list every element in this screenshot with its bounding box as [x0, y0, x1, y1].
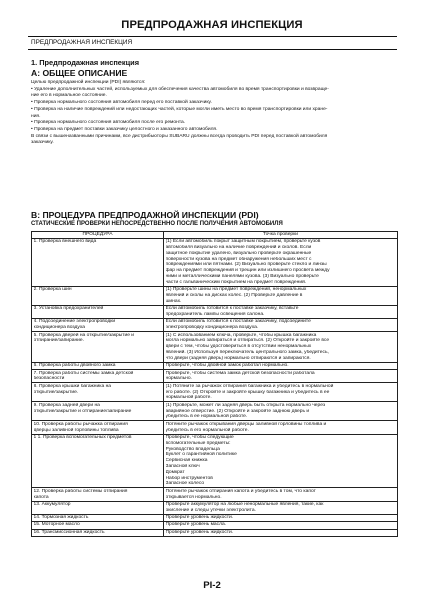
checkpoint-text: (1) Проверьте шины на предмет повреждений, ненормальных [165, 287, 307, 293]
procedure-cell [32, 319, 164, 332]
intro-line: • Проверка нормального состояния автомобиля после его ремонта. [31, 120, 186, 126]
checkpoint-text: Если автомобиль готовится к поставке заказчику, подсоедините [165, 319, 311, 325]
intro-line: • Проверка на наличие повреждений или недостающих частей, которые могли иметь место во время транспортировки или хране- [31, 106, 328, 112]
procedure-text: капота [33, 494, 49, 500]
checkpoint-text: Если автомобиль готовится к поставке заказчику, вставьте [165, 306, 299, 312]
checkpoint-text: повреждениями или пятнами. (2) Визуально проверьте стекло и линзы [165, 262, 327, 268]
checkpoint-text: Проверьте уровень жидкости. [165, 515, 234, 521]
checkpoint-text: убедитесь в его нормальной работе. [165, 427, 249, 433]
procedure-cell [32, 332, 164, 363]
checkpoint-text: Запасной ключ [165, 463, 200, 469]
checkpoint-text: электропроводку кондиционера воздуха. [165, 325, 259, 331]
procedure-cell [32, 514, 164, 521]
checkpoint-cell [164, 305, 398, 318]
procedure-text: отпирание/запирание. [33, 338, 84, 344]
checkpoint-text: нормальной работе. [165, 395, 212, 401]
checkpoint-cell [164, 529, 398, 536]
checkpoint-text: защитное покрытие удалено, визуально проверьте окрашенные [165, 250, 312, 256]
checkpoint-text: ними и металлическими панелями кузова. (3) Визуально проверьте [165, 274, 319, 280]
checkpoint-cell [164, 501, 398, 514]
procedure-cell [32, 529, 164, 536]
procedure-text: дверцы заливной горловины топлива [33, 427, 119, 433]
checkpoint-text: (1) С использованием ключа, проверьте, чтобы крышка багажника [165, 332, 317, 338]
intro-line: • Проверка нормального состояния автомобиля перед его поставкой заказчику. [31, 100, 212, 106]
header-rule-bottom [28, 49, 397, 50]
procedure-cell [32, 305, 164, 318]
procedure-text: 8. Проверка крышки багажника на [33, 383, 111, 389]
procedure-cell [32, 501, 164, 514]
checkpoint-text: нормально. [165, 376, 192, 382]
checkpoint-text: Проверьте, чтобы система замка детской безопасности работала [165, 370, 315, 376]
table-header-row [32, 232, 398, 239]
table-row [32, 402, 398, 421]
section-header: ПРЕДПРОДАЖНАЯ ИНСПЕКЦИЯ [31, 39, 133, 46]
checkpoint-text: (1) Если автомобиль покрыт защитным покрытием, проверьте кузов [165, 239, 321, 245]
sectionB-title: B: ПРОЦЕДУРА ПРЕДПРОДАЖНОЙ ИНСПЕКЦИИ (PDI) [31, 210, 259, 220]
checkpoint-text: Домкрат [165, 469, 185, 475]
table-row [32, 488, 398, 501]
procedure-cell [32, 383, 164, 402]
procedure-text: 5. Проверка дверей на открытие/закрытие и [33, 332, 135, 338]
column-header-checkpoint: Точка проверки [164, 232, 398, 239]
procedure-text: кондиционера воздуха [33, 325, 85, 331]
procedure-text: 13. Аккумулятор [33, 501, 71, 507]
procedure-text: 1. Проверка внешнего вида [33, 239, 97, 245]
checkpoint-cell [164, 421, 398, 434]
checkpoint-text: Проверьте уровень жидкости. [165, 529, 234, 535]
checkpoint-cell [164, 362, 398, 369]
table-row [32, 239, 398, 287]
page-number: PI-2 [203, 580, 221, 591]
checkpoint-text: Запасное колесо [165, 481, 205, 487]
checkpoint-text: убедитесь в ее нормальной работе. [165, 414, 248, 420]
procedure-cell [32, 488, 164, 501]
procedure-text: 16. Трансмиссионная жидкость [33, 529, 105, 535]
checkpoint-text: Проверьте уровень масла. [165, 522, 227, 528]
section1-subtitle: A: ОБЩЕЕ ОПИСАНИЕ [31, 68, 128, 78]
table-row [32, 383, 398, 402]
checkpoint-text: аварийное отверстие. (2) Откройте и закройте заднюю дверь и [165, 408, 310, 414]
checkpoint-cell [164, 488, 398, 501]
checkpoint-cell [164, 402, 398, 421]
table-row [32, 514, 398, 521]
intro-text [31, 80, 397, 147]
procedure-cell [32, 370, 164, 383]
checkpoint-text: (1) Проверьте, может ли задняя дверь быть открыта нормально через [165, 402, 326, 408]
checkpoint-text: Руководство владельца [165, 446, 220, 452]
section1-title: 1. Предпродажная инспекция [31, 58, 140, 67]
procedure-cell [32, 421, 164, 434]
intro-line: ние его в нормальное состояние. [31, 93, 107, 99]
procedure-text: 14. Тормозная жидкость [33, 515, 89, 521]
procedure-text: 9. Проверка задней двери на [33, 402, 100, 408]
procedure-text: 10. Проверка работы рычажка отпирания [33, 421, 128, 427]
checkpoint-cell [164, 332, 398, 363]
checkpoint-text: двери с тем, чтобы удостовериться в отсутствии ненормальных [165, 344, 312, 350]
procedure-text: открытие/закрытие. [33, 389, 79, 395]
checkpoint-text: что двери (задняя дверь) нормально отпираются и запираются. [165, 355, 311, 361]
checkpoint-text: могла нормально запираться и отпираться. (2) Откройте и закройте все [165, 338, 330, 344]
procedure-text: 7. Проверка работы системы замка детской [33, 370, 134, 376]
intro-line: Целью предпродажной инспекции (PDI) являются: [31, 80, 146, 85]
intro-line: • Удаление дополнительных частей, используемых для обеспечения качества автомобиля во время транспортировки и возвраще- [31, 86, 329, 92]
procedure-cell [32, 522, 164, 529]
table-row [32, 332, 398, 363]
procedure-cell [32, 362, 164, 369]
procedure-text: 1 1. Проверка вспомогательных предметов [33, 434, 132, 440]
procedure-text: 12. Проверка работы системы отпирания [33, 488, 128, 494]
checkpoint-text: Сервисная книжка [165, 458, 208, 464]
procedure-cell [32, 239, 164, 287]
checkpoint-text: (1) Потяните за рычажок отпирания багажника и убедитесь в нормальной [165, 383, 334, 389]
checkpoint-text: вспомогательные предметы: [165, 440, 231, 446]
procedure-text: 3. Установка предохранителей [33, 306, 104, 312]
procedure-text: 6. Проверка работы двойного замка [33, 363, 116, 369]
page-title: ПРЕДПРОДАЖНАЯ ИНСПЕКЦИЯ [121, 19, 303, 31]
checkpoint-text: Потяните рычажок открывания дверцы заливной горловины топлива и [165, 421, 327, 427]
checkpoint-text: поверхности кузова на предмет обнаружения небольших мест с [165, 256, 312, 262]
procedure-cell [32, 402, 164, 421]
checkpoint-text: шинах. [165, 298, 182, 304]
table-row [32, 319, 398, 332]
procedure-text: 2. Проверка шин [33, 287, 72, 293]
procedure-text: открытие/закрытие и отпирание/запирание [33, 408, 132, 414]
procedure-text: безопасности [33, 376, 65, 382]
table-row [32, 421, 398, 434]
checkpoint-cell [164, 286, 398, 305]
intro-line: В связи с вышеназванными причинами, все дистрибьюторы SUBARU должны всегда проводить PDI перед поставкой автомобиля [31, 133, 328, 139]
checkpoint-cell [164, 239, 398, 287]
checkpoint-text: предохранитель лампы освещения салона. [165, 312, 265, 318]
checkpoint-cell [164, 434, 398, 488]
table-row [32, 305, 398, 318]
table-row [32, 362, 398, 369]
checkpoint-text: Проверьте, чтобы двойной замок работал нормально. [165, 363, 289, 369]
checkpoint-text: явлений и сколы на дисках колес. (2) Проверьте давление в [165, 293, 303, 299]
checkpoint-cell [164, 514, 398, 521]
intro-line: ния. [31, 113, 41, 119]
checkpoint-text: открывается нормально. [165, 494, 222, 500]
procedure-text: 4. Подсоединение электропроводки [33, 319, 116, 325]
intro-line: • Проверка на предмет поставки заказчику целостного и заказанного автомобиля. [31, 126, 218, 132]
procedure-cell [32, 434, 164, 488]
checkpoint-cell [164, 383, 398, 402]
checkpoint-cell [164, 370, 398, 383]
checkpoint-cell [164, 522, 398, 529]
column-header-procedure: ПРОЦЕДУРА [32, 232, 164, 239]
checkpoint-text: автомобиля визуально на наличие повреждений и сколов. Если [165, 245, 312, 251]
checkpoint-text: окисление и следы утечки электролита. [165, 507, 256, 513]
checkpoint-text: Проверьте аккумулятор на любые ненормальные явления, такие, как [165, 501, 324, 507]
table-row [32, 434, 398, 488]
procedure-text: 15. Моторное масло [33, 522, 80, 528]
checkpoint-cell [164, 319, 398, 332]
checkpoint-text: Потяните рычажок отпирания капота и убедитесь в том, что капот [165, 488, 316, 494]
checkpoint-text: фар на предмет повреждений и трещин или излишнего просвета между [165, 268, 330, 274]
header-rule-top [28, 36, 397, 37]
checkpoint-text: явлений. (3) Используя переключатель центрального замка, убедитесь, [165, 350, 329, 356]
table-row [32, 286, 398, 305]
checkpoint-text: его работе. (2) Откройте и закройте крышку багажника и убедитесь в ее [165, 389, 330, 395]
checkpoint-text: части с гальваническим покрытием на предмет повреждений. [165, 279, 307, 285]
checkpoint-text: Набор инструментов [165, 475, 213, 481]
checkpoint-text: Проверьте, чтобы следующие [165, 434, 234, 440]
table-row [32, 501, 398, 514]
intro-line: заказчику. [31, 140, 54, 146]
checkpoint-text: Буклет о гарантийной политике [165, 452, 237, 458]
procedure-cell [32, 286, 164, 305]
table-row [32, 370, 398, 383]
sectionB-subtitle: СТАТИЧЕСКИЕ ПРОВЕРКИ НЕПОСРЕДСТВЕННО ПОСЛЕ ПОЛУЧЕНИЯ АВТОМОБИЛЯ [31, 221, 283, 227]
inspection-table [31, 231, 398, 537]
table-row [32, 529, 398, 536]
table-row [32, 522, 398, 529]
